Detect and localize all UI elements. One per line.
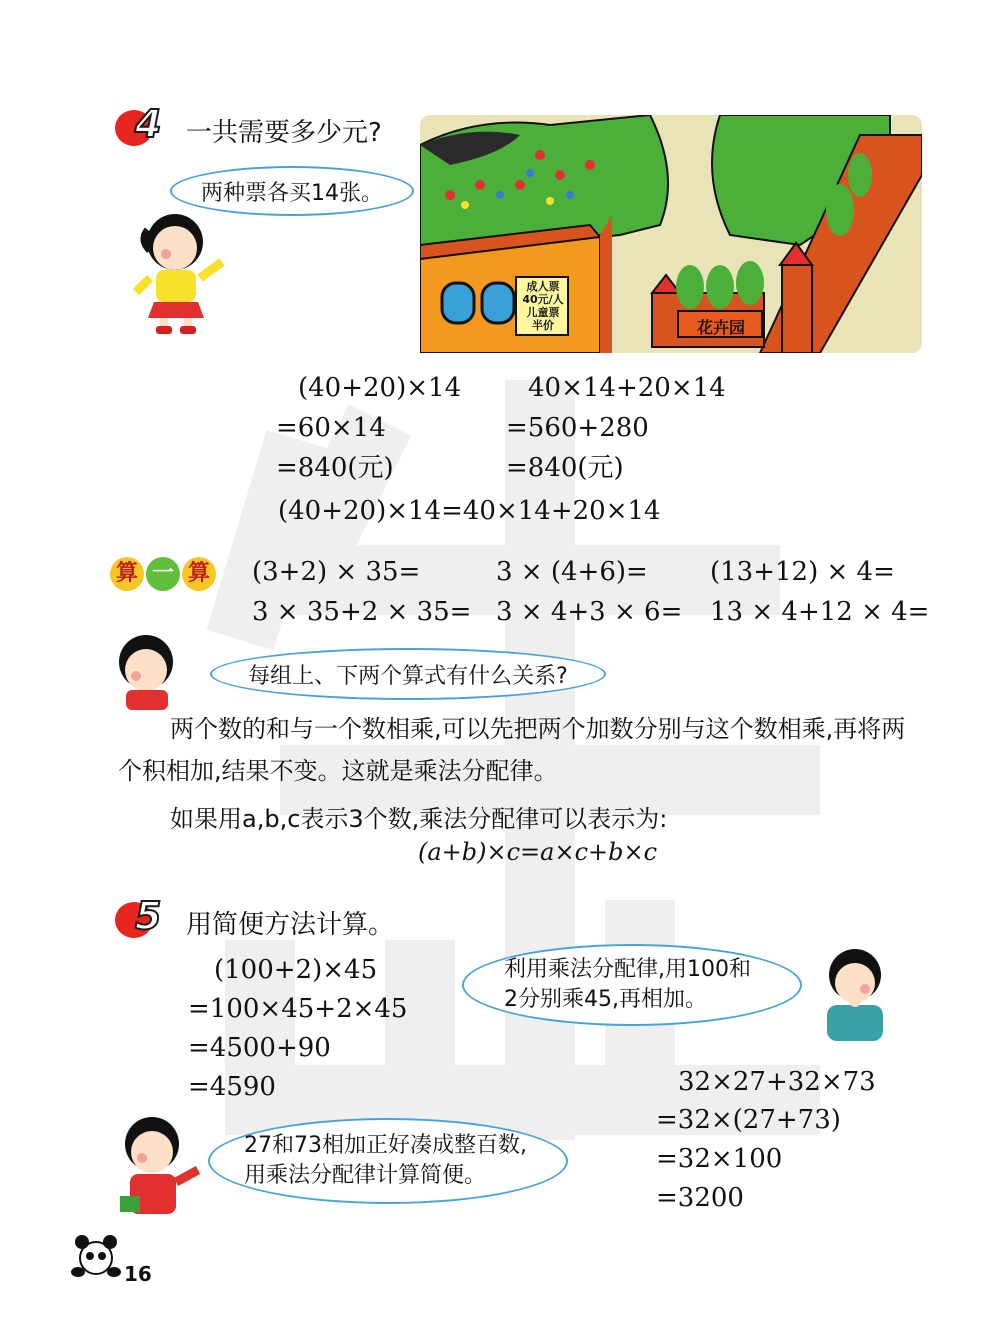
bubble-text: 两种票各买14张。 — [201, 180, 383, 206]
calc-label — [110, 555, 218, 593]
boy-illustration — [108, 630, 188, 710]
section-number: 5 — [135, 894, 162, 938]
math-line: (40+20)×14 — [298, 373, 462, 403]
speech-bubble-boy-2 — [462, 944, 802, 1026]
formula-intro: 如果用a,b,c表示3个数,乘法分配律可以表示为: — [170, 805, 668, 833]
calc-label-char: 算 — [110, 557, 144, 591]
boy-thinking-illustration — [815, 945, 895, 1045]
example-2-steps — [656, 1101, 841, 1218]
gate-sign: 花卉园 — [696, 318, 745, 337]
section-4-title: 一共需要多少元? — [186, 118, 382, 148]
formula: (a+b)×c=a×c+b×c — [418, 838, 658, 866]
bubble-text: 利用乘法分配律,用100和2分别乘45,再相加。 — [504, 957, 751, 1012]
calc-col-2 — [496, 552, 682, 632]
ticket-price-sign — [518, 280, 568, 332]
sign-line: 成人票 — [526, 280, 560, 293]
math-line: (13+12) × 4= — [710, 557, 895, 587]
example-1-steps — [188, 990, 407, 1107]
method-1 — [298, 368, 461, 408]
math-line: 40×14+20×14 — [528, 373, 726, 403]
math-line: =840(元) — [506, 453, 624, 483]
page-number: 16 — [124, 1262, 152, 1286]
math-line: =840(元) — [276, 453, 394, 483]
section-5-title: 用简便方法计算。 — [186, 910, 395, 940]
method-1-steps — [276, 408, 394, 488]
section-5-badge — [115, 894, 175, 942]
math-line: =60×14 — [276, 413, 386, 443]
bubble-text: 每组上、下两个算式有什么关系? — [248, 663, 568, 689]
math-line: 32×27+32×73 — [678, 1067, 876, 1097]
method-2 — [528, 368, 726, 408]
math-line: =560+280 — [506, 413, 649, 443]
question-bubble — [210, 648, 606, 700]
method-2-steps — [506, 408, 649, 488]
math-line: =4590 — [188, 1072, 276, 1102]
sign-line: 半价 — [532, 319, 554, 332]
calc-label-char: 一 — [146, 557, 180, 591]
math-line: =32×100 — [656, 1144, 783, 1174]
girl-illustration — [130, 210, 230, 335]
math-line: 13 × 4+12 × 4= — [710, 597, 930, 627]
panda-icon — [70, 1232, 122, 1282]
speech-bubble-boy-3 — [208, 1118, 568, 1204]
math-line: (3+2) × 35= — [252, 557, 421, 587]
boy-pointing-illustration — [112, 1112, 202, 1222]
speech-bubble-girl — [170, 166, 414, 216]
flower-garden-illustration — [420, 115, 922, 353]
math-line: 3 × 35+2 × 35= — [252, 597, 472, 627]
math-line: =100×45+2×45 — [188, 994, 408, 1024]
sign-line: 儿童票 — [526, 306, 560, 319]
calc-col-3 — [710, 552, 929, 632]
math-line: 3 × (4+6)= — [496, 557, 648, 587]
example-2-first — [678, 1062, 876, 1102]
math-line: =3200 — [656, 1183, 744, 1213]
math-line: =32×(27+73) — [656, 1105, 841, 1135]
math-line: 3 × 4+3 × 6= — [496, 597, 683, 627]
section-4-badge — [115, 102, 175, 150]
sign-line: 40元/人 — [522, 293, 564, 306]
section-number: 4 — [135, 102, 162, 146]
bubble-text: 27和73相加正好凑成整百数,用乘法分配律计算简便。 — [244, 1133, 527, 1188]
distributive-law-paragraph: 两个数的和与一个数相乘,可以先把两个加数分别与这个数相乘,再将两个积相加,结果不变。这就是乘法分配律。 — [118, 715, 906, 785]
calc-col-1 — [252, 552, 471, 632]
calc-label-char: 算 — [182, 557, 216, 591]
example-1-first — [214, 950, 377, 990]
equation: (40+20)×14=40×14+20×14 — [278, 496, 661, 526]
math-line: (100+2)×45 — [214, 955, 378, 985]
math-line: =4500+90 — [188, 1033, 331, 1063]
